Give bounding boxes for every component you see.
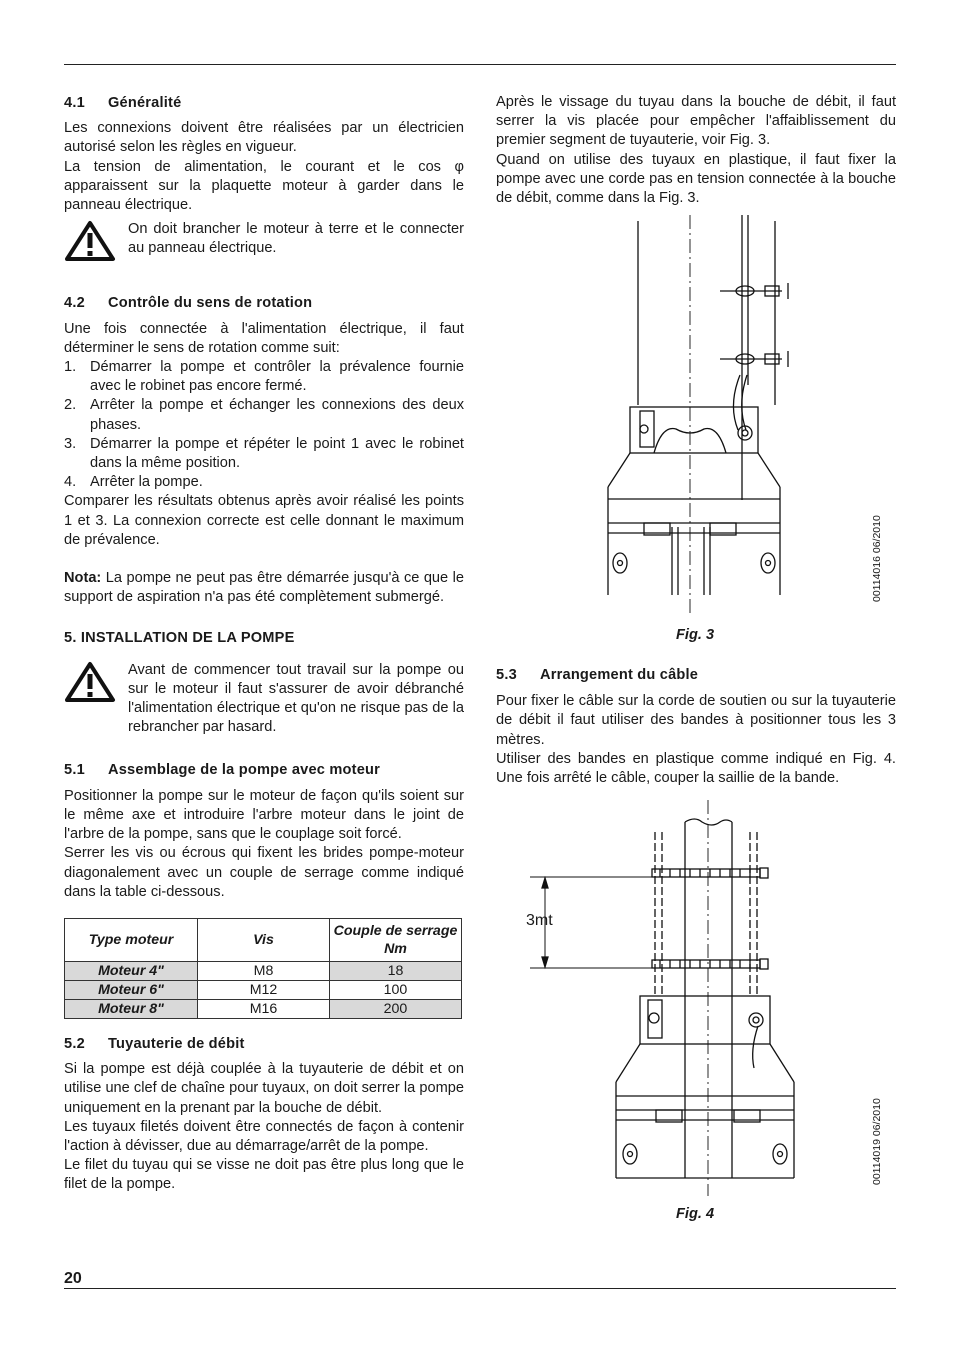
paragraph: Après le vissage du tuyau dans la bouche de débit, il faut serrer la vis placée pour empêcher l'affaiblissement du premier segment de tuyauterie, voir Fig. 3. [496, 94, 896, 149]
heading-5-3 [496, 666, 896, 685]
warning-icon [64, 220, 128, 268]
heading-number: 5.3 [496, 667, 517, 683]
table-cell: M8 [198, 961, 330, 980]
heading-5-2 [64, 1035, 464, 1054]
paragraph: Quand on utilise des tuyaux en plastique, il faut fixer la pompe avec une corde pas en tension connectée à la bouche de débit, comme dans la Fig. 3. [496, 151, 896, 207]
figure-4-caption: Fig. 4 [676, 1206, 715, 1222]
paragraph: Serrer les vis ou écrous qui fixent les brides pompe-moteur diagonalement avec un couple de serrage comme indiqué dans la table ci-dessous. [64, 845, 464, 900]
table-row [65, 999, 462, 1018]
heading-4-2 [64, 294, 464, 313]
table-cell: 100 [330, 980, 462, 999]
item-number: 4. [64, 474, 77, 491]
warning-icon [64, 661, 128, 709]
paragraph: Pour fixer le câble sur la corde de soutien ou sur la tuyauterie de débit il faut utiliser des bandes à positionner tous les 3 mètres. [496, 693, 896, 748]
heading-title: Tuyauterie de débit [108, 1035, 245, 1052]
item-text: Arrêter la pompe et échanger les connexions des deux phases. [90, 397, 464, 433]
nota-text: La pompe ne peut pas être démarrée jusqu'à ce que le support de aspiration n'a pas été complètement submergé. [64, 570, 464, 606]
heading-number: 5.2 [64, 1035, 85, 1052]
right-column-top [496, 93, 896, 208]
heading-title: Arrangement du câble [540, 667, 699, 683]
heading-title: Contrôle du sens de rotation [108, 295, 313, 312]
bottom-rule [64, 1288, 896, 1289]
list-item [64, 396, 464, 434]
steps-list [64, 358, 464, 492]
paragraph: La tension de alimentation, le courant et le cos φ apparaissent sur la plaquette moteur à garder dans le panneau électrique. [64, 158, 464, 214]
heading-5: 5. INSTALLATION DE LA POMPE [64, 630, 295, 647]
nota-paragraph [64, 569, 464, 607]
table-cell: 18 [330, 961, 462, 980]
right-column-5-3 [496, 666, 896, 788]
paragraph: Les connexions doivent être réalisées par un électricien autorisé selon les règles en vigueur. [64, 120, 464, 156]
figure-3-drawing [600, 215, 800, 613]
heading-4-1 [64, 94, 464, 113]
paragraph: Une fois connectée à l'alimentation électrique, il faut déterminer le sens de rotation comme suit: [64, 320, 464, 356]
paragraph: Comparer les résultats obtenus après avoir réalisé les points 1 et 3. La connexion correcte est celle donnant le maximum de prévalence. [64, 493, 464, 548]
table-cell: Moteur 4" [65, 961, 198, 980]
figure-3-caption: Fig. 3 [676, 627, 715, 643]
figure-4-dimension-label: 3mt [526, 912, 553, 929]
list-item [64, 473, 464, 492]
item-number: 1. [64, 359, 77, 376]
top-rule [64, 64, 896, 65]
column-header [330, 918, 462, 961]
table-row [65, 961, 462, 980]
table-cell: Moteur 6" [65, 980, 198, 999]
heading-title: Généralité [108, 95, 182, 111]
paragraph: Utiliser des bandes en plastique comme indiqué en Fig. 4. Une fois arrêté le câble, couper la saillie de la bande. [496, 750, 896, 787]
item-number: 2. [64, 397, 77, 414]
figure-4-code: 00114019 06/2010 [871, 1098, 883, 1185]
table-cell: 200 [330, 999, 462, 1018]
warning-text: On doit brancher le moteur à terre et le connecter au panneau électrique. [128, 221, 464, 257]
paragraph: Le filet du tuyau qui se visse ne doit pas être plus long que le filet de la pompe. [64, 1157, 464, 1193]
table-row [65, 980, 462, 999]
item-text: Démarrer la pompe et contrôler la prévalence fournie avec le robinet pas encore fermé. [90, 359, 464, 395]
heading-5-1 [64, 761, 464, 780]
page-number: 20 [64, 1270, 82, 1287]
warning-box [64, 220, 464, 268]
figure-4-drawing [530, 800, 810, 1196]
heading-title: Assemblage de la pompe avec moteur [108, 762, 381, 779]
torque-table [64, 918, 462, 1019]
column-header: Vis [198, 918, 330, 961]
item-text: Démarrer la pompe et répéter le point 1 avec le robinet dans la même position. [90, 435, 464, 472]
heading-number: 5.1 [64, 762, 85, 779]
item-number: 3. [64, 435, 77, 452]
nota-label: Nota: [64, 570, 102, 587]
list-item [64, 358, 464, 396]
column-header-text: Couple de serrage Nm [333, 922, 458, 957]
warning-text: Avant de commencer tout travail sur la pompe ou sur le moteur il faut s'assurer de avoir débranché l'alimentation électrique et qu'on ne risque pas de la rebrancher par hasard. [128, 661, 464, 736]
heading-number: 4.1 [64, 95, 85, 111]
column-header: Type moteur [65, 918, 198, 961]
left-column [64, 94, 464, 1195]
table-cell: M12 [198, 980, 330, 999]
item-text: Arrêter la pompe. [90, 474, 203, 491]
paragraph: Si la pompe est déjà couplée à la tuyauterie de débit et on utilise une clef de chaîne pour tuyaux, on doit serrer la pompe uniquement en la prenant par la bouche de débit. [64, 1061, 464, 1116]
paragraph: Les tuyaux filetés doivent être connectés de façon à contenir l'action à dévisser, due au démarrage/arrêt de la pompe. [64, 1118, 464, 1154]
paragraph: Positionner la pompe sur le moteur de façon qu'ils soient sur le même axe et introduire l'arbre moteur dans le joint de l'arbre de la pompe, sans que le couplage soit forcé. [64, 787, 464, 843]
table-cell: M16 [198, 999, 330, 1018]
warning-box [64, 661, 464, 738]
table-header-row [65, 918, 462, 961]
figure-3-code: 00114016 06/2010 [871, 515, 883, 602]
heading-number: 4.2 [64, 295, 85, 312]
table-cell: Moteur 8" [65, 999, 198, 1018]
list-item [64, 435, 464, 473]
